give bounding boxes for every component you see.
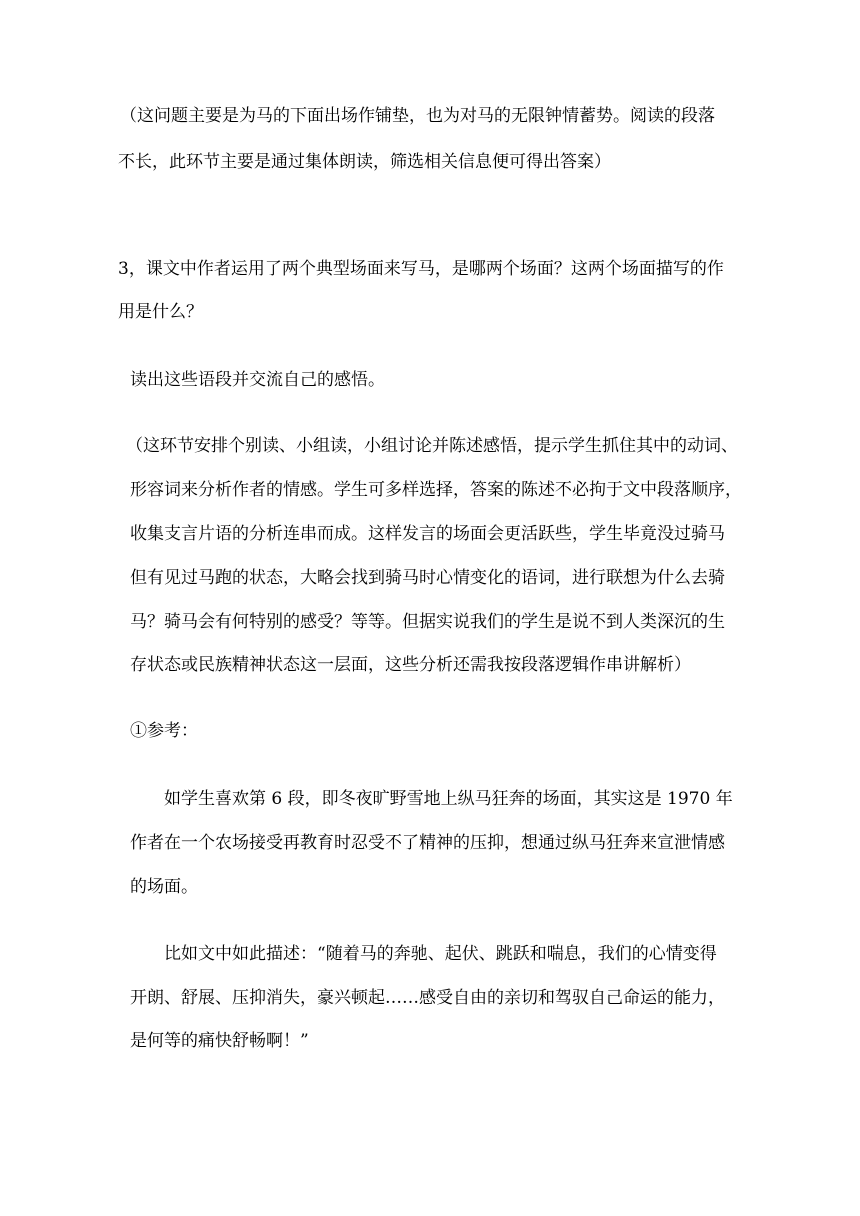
text-line: 形容词来分析作者的情感。学生可多样选择，答案的陈述不必拘于文中段落顺序， (130, 480, 742, 500)
text-line: 用是什么？ (118, 302, 203, 322)
text-line: 作者在一个农场接受再教育时忍受不了精神的压抑，想通过纵马狂奔来宣泄情感 (130, 833, 725, 853)
text-line: 如学生喜欢第 6 段，即冬夜旷野雪地上纵马狂奔的场面，其实这是 1970 年 (164, 789, 733, 809)
text-line: 读出这些语段并交流自己的感悟。 (130, 370, 385, 390)
text-line: 比如文中如此描述：“随着马的奔驰、起伏、跳跃和喘息，我们的心情变得 (164, 944, 717, 964)
text-line: 收集支言片语的分析连串而成。这样发言的场面会更活跃些，学生毕竟没过骑马 (130, 524, 725, 544)
text-line: 不长，此环节主要是通过集体朗读，筛选相关信息便可得出答案） (118, 152, 611, 172)
text-line: 马？骑马会有何特别的感受？等等。但据实说我们的学生是说不到人类深沉的生 (130, 612, 725, 632)
text-line: 开朗、舒展、压抑消失，豪兴顿起……感受自由的亲切和驾驭自己命运的能力， (130, 988, 725, 1008)
text-line: 的场面。 (130, 877, 198, 897)
text-line: （这问题主要是为马的下面出场作铺垫，也为对马的无限钟情蓄势。阅读的段落 (120, 106, 715, 126)
text-line: 但有见过马跑的状态，大略会找到骑马时心情变化的语词，进行联想为什么去骑 (130, 568, 725, 588)
text-line: 存状态或民族精神状态这一层面，这些分析还需我按段落逻辑作串讲解析） (130, 655, 691, 675)
text-line: 是何等的痛快舒畅啊！” (130, 1031, 309, 1051)
text-line: ①参考： (130, 721, 198, 741)
text-line: （这环节安排个别读、小组读，小组讨论并陈述感悟，提示学生抓住其中的动词、 (126, 436, 738, 456)
text-line: 3，课文中作者运用了两个典型场面来写马，是哪两个场面？这两个场面描写的作 (118, 259, 724, 279)
